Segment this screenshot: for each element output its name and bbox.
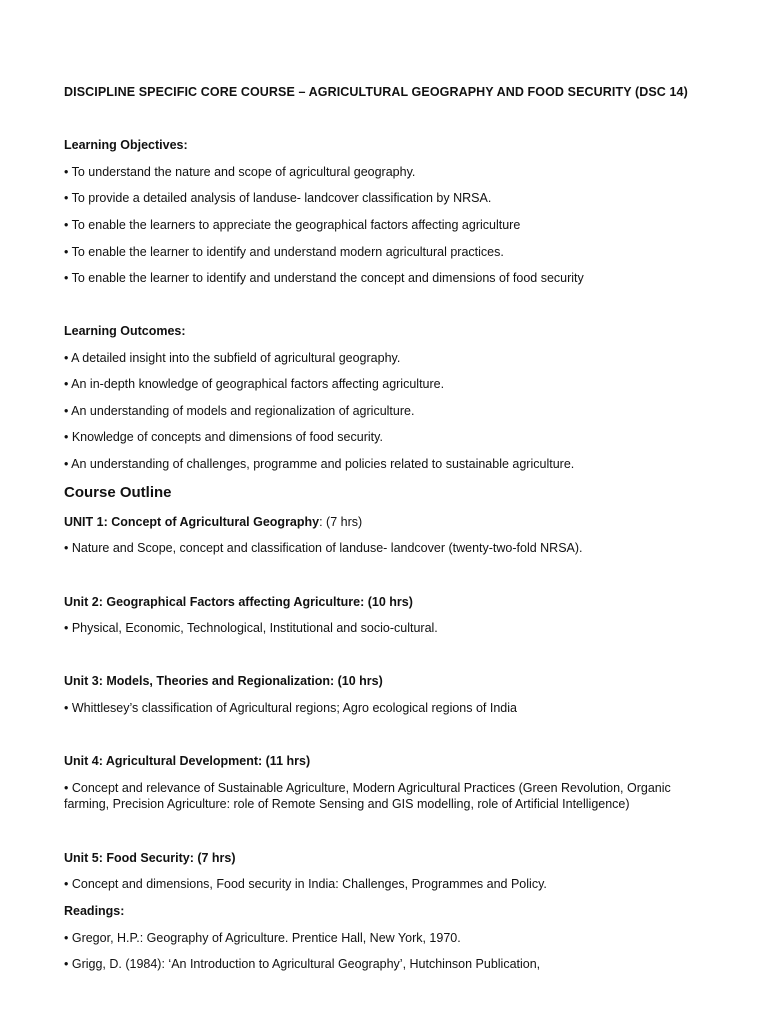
outcome-item: • Knowledge of concepts and dimensions of food security. xyxy=(64,430,383,444)
unit-4-title: Unit 4: Agricultural Development: (11 hrs) xyxy=(64,754,311,768)
unit-5-title: Unit 5: Food Security: (7 hrs) xyxy=(64,851,236,865)
outcome-item: • An in-depth knowledge of geographical factors affecting agriculture. xyxy=(64,377,445,391)
unit-3-title: Unit 3: Models, Theories and Regionalization: (10 hrs) xyxy=(64,674,383,688)
unit-4-content: • Concept and relevance of Sustainable Agriculture, Modern Agricultural Practices (Green Revolution, Organic farming, Precision Agriculture: role of Remote Sensing and GIS modelling, role of Artificial Intelligence) xyxy=(64,781,671,811)
objective-item: • To enable the learner to identify and understand modern agricultural practices. xyxy=(64,245,504,259)
outcome-item: • An understanding of challenges, programme and policies related to sustainable agriculture. xyxy=(64,457,575,471)
readings-heading: Readings: xyxy=(64,904,125,918)
objective-item: • To understand the nature and scope of agricultural geography. xyxy=(64,165,416,179)
unit-5-content: • Concept and dimensions, Food security in India: Challenges, Programmes and Policy. xyxy=(64,877,547,891)
outcome-item: • An understanding of models and regionalization of agriculture. xyxy=(64,404,415,418)
unit-1-content: • Nature and Scope, concept and classification of landuse- landcover (twenty-two-fold NRSA). xyxy=(64,541,583,555)
unit-2-content: • Physical, Economic, Technological, Institutional and socio-cultural. xyxy=(64,621,438,635)
course-outline-heading: Course Outline xyxy=(64,484,172,501)
unit-2-title: Unit 2: Geographical Factors affecting Agriculture: (10 hrs) xyxy=(64,595,413,609)
unit-1-title xyxy=(64,514,714,530)
objective-item: • To enable the learners to appreciate the geographical factors affecting agriculture xyxy=(64,218,521,232)
unit-1-title-rest: : (7 hrs) xyxy=(319,515,363,529)
objectives-heading: Learning Objectives: xyxy=(64,138,188,152)
reading-item: • Grigg, D. (1984): ‘An Introduction to Agricultural Geography’, Hutchinson Publication, xyxy=(64,957,541,971)
unit-1-title-bold: UNIT 1: Concept of Agricultural Geography xyxy=(64,515,320,529)
reading-item: • Gregor, H.P.: Geography of Agriculture. Prentice Hall, New York, 1970. xyxy=(64,931,461,945)
course-title: DISCIPLINE SPECIFIC CORE COURSE – AGRICULTURAL GEOGRAPHY AND FOOD SECURITY (DSC 14) xyxy=(64,85,688,99)
outcomes-heading: Learning Outcomes: xyxy=(64,324,186,338)
objective-item: • To enable the learner to identify and understand the concept and dimensions of food security xyxy=(64,271,584,285)
outcome-item: • A detailed insight into the subfield of agricultural geography. xyxy=(64,351,401,365)
unit-3-content: • Whittlesey’s classification of Agricultural regions; Agro ecological regions of India xyxy=(64,701,517,715)
objective-item: • To provide a detailed analysis of landuse- landcover classification by NRSA. xyxy=(64,191,492,205)
